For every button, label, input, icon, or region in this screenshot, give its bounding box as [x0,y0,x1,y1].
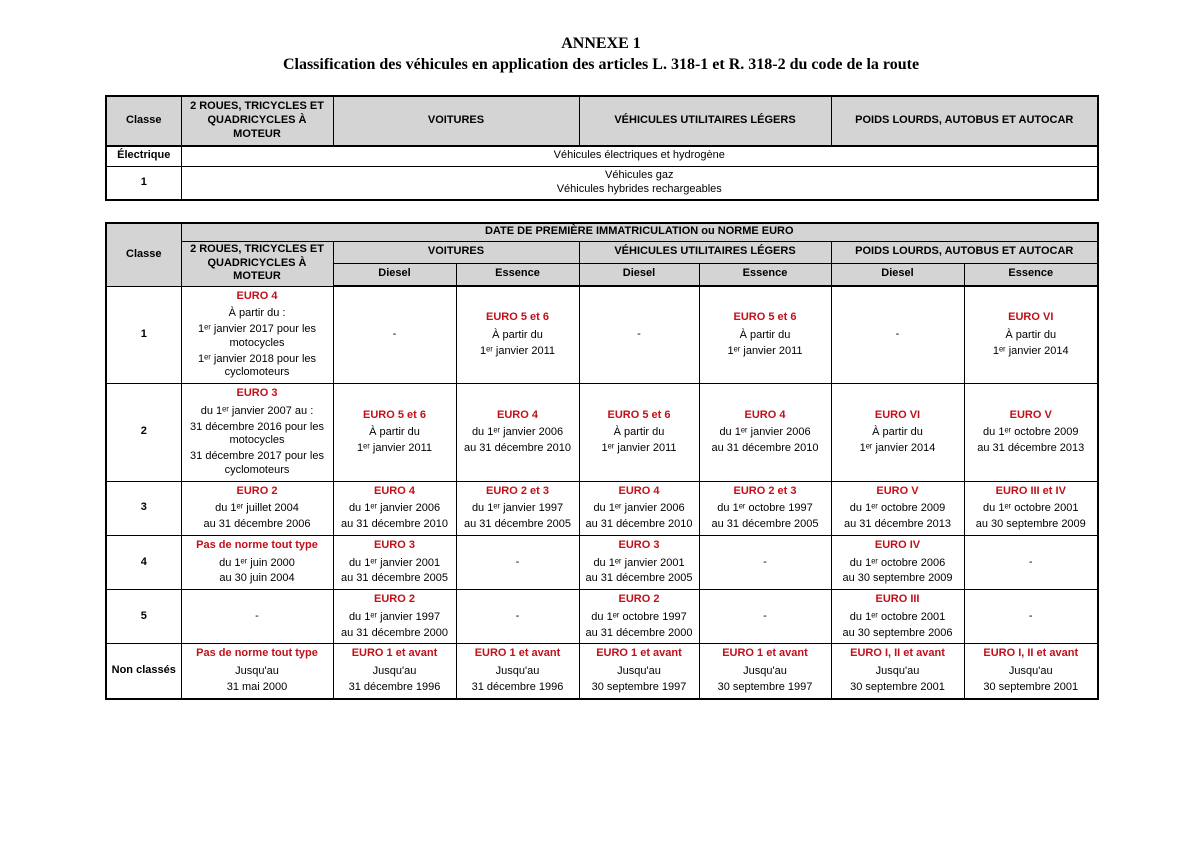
euro-norm-classification-table [105,222,1099,700]
date-line: 1ᵉʳ janvier 2011 [356,442,432,455]
date-line: au 31 décembre 2005 [340,572,449,585]
empty-cell: - [699,535,831,589]
cell-line: Véhicules gaz [605,168,674,181]
euro-norm-label: EURO 4 [744,408,786,421]
table-row-electrique [106,146,1098,166]
col-header-voitures: VOITURES [333,241,579,263]
date-line: du 1ᵉʳ juillet 2004 [215,502,299,515]
norm-cell [333,535,456,589]
date-line: 31 décembre 2017 pour les cyclomoteurs [190,450,324,476]
euro-norm-label: EURO 4 [374,484,415,497]
table-row [106,384,1098,482]
norm-cell [456,644,579,699]
date-line: du 1ᵉʳ octobre 2009 [849,502,946,515]
date-line: au 30 septembre 2009 [842,572,953,585]
row-label-classe: 4 [106,535,181,589]
col-header-diesel: Diesel [579,263,699,286]
cell-line: Véhicules électriques et hydrogène [553,149,725,162]
norm-cell [333,481,456,535]
date-line: au 31 décembre 2006 [203,518,311,530]
table2-header-row-groups [106,241,1098,263]
euro-norm-label: EURO VI [874,408,921,421]
empty-cell: - [579,286,699,384]
col-header-classe: Classe [106,96,181,146]
row-label-classe: 3 [106,481,181,535]
title-block [0,34,1202,76]
date-line: au 30 juin 2004 [219,572,295,585]
date-line: au 31 décembre 2010 [340,518,449,530]
col-header-2roues: 2 ROUES, TRICYCLES ET QUADRICYCLES À MOTEUR [181,241,333,286]
norm-cell [456,286,579,384]
euro-norm-label: EURO IV [874,538,921,551]
euro-norm-label: EURO 1 et avant [351,647,438,660]
norm-cell [831,481,964,535]
euro-norm-label: EURO VI [1008,311,1054,324]
norm-cell [831,535,964,589]
date-line: du 1ᵉʳ octobre 1997 [591,610,687,623]
col-header-date-immatriculation: DATE DE PREMIÈRE IMMATRICULATION ou NORME EURO [181,223,1098,241]
norm-cell [579,481,699,535]
norm-cell [181,481,333,535]
euro-norm-label: EURO III et IV [995,484,1066,497]
norm-cell [831,384,964,482]
table2-header-row-date [106,223,1098,241]
date-line: Jusqu'au [372,665,417,677]
date-line: À partir du [369,426,420,439]
empty-cell: - [964,535,1098,589]
date-line: 1ᵉʳ janvier 2017 pour les motocycles [197,323,317,349]
date-line: À partir du [872,426,923,439]
date-line: au 31 décembre 2013 [843,518,952,530]
date-line: du 1ᵉʳ octobre 2006 [849,556,946,569]
date-line: au 31 décembre 2010 [711,442,819,455]
date-line: 1ᵉʳ janvier 2014 [859,442,936,455]
euro-norm-label: EURO I, II et avant [983,647,1079,660]
norm-cell [699,481,831,535]
euro-norm-label: EURO 4 [618,484,660,497]
date-line: du 1ᵉʳ janvier 2007 au : [200,404,314,417]
euro-norm-label: EURO 3 [618,538,660,551]
col-header-poids-lourds: POIDS LOURDS, AUTOBUS ET AUTOCAR [831,96,1098,146]
euro-norm-label: EURO V [876,484,919,497]
table-row [106,481,1098,535]
norm-cell [831,644,964,699]
norm-cell [456,481,579,535]
col-header-essence: Essence [964,263,1098,286]
norm-cell [579,590,699,644]
euro-norm-label: EURO 1 et avant [474,647,561,660]
date-line: À partir du [1005,329,1057,342]
euro-norm-label: EURO 2 [374,593,415,605]
euro-norm-label: EURO 4 [236,289,278,302]
euro-norm-label: EURO 5 et 6 [363,408,426,421]
date-line: du 1ᵉʳ janvier 2006 [348,502,441,515]
empty-cell: - [964,590,1098,644]
date-line: du 1ᵉʳ juin 2000 [219,556,295,569]
date-line: 30 septembre 2001 [850,680,945,693]
norm-cell [964,286,1098,384]
col-header-classe: Classe [106,223,181,286]
norm-cell [181,384,333,482]
empty-cell: - [456,535,579,589]
col-header-diesel: Diesel [831,263,964,286]
euro-norm-label: EURO 5 et 6 [607,408,671,421]
col-header-essence: Essence [699,263,831,286]
euro-norm-label: EURO 5 et 6 [486,311,549,324]
date-line: 1ᵉʳ janvier 2018 pour les cyclomoteurs [197,352,317,379]
col-header-essence: Essence [456,263,579,286]
norm-cell [699,644,831,699]
empty-cell: - [456,590,579,644]
date-line: du 1ᵉʳ octobre 2001 [849,610,946,623]
empty-cell: - [181,590,333,644]
euro-norm-label: EURO 3 [374,538,415,551]
empty-cell: - [699,590,831,644]
date-line: 31 décembre 1996 [471,680,564,693]
date-line: Jusqu'au [875,665,920,677]
date-line: Jusqu'au [743,665,787,677]
date-line: au 31 décembre 2000 [340,626,449,639]
date-line: du 1ᵉʳ janvier 2006 [593,502,685,515]
date-line: du 1ᵉʳ janvier 2001 [593,556,685,569]
date-line: 31 décembre 2016 pour les motocycles [190,420,324,447]
euro-norm-label: EURO 4 [497,408,538,421]
date-line: 30 septembre 1997 [591,680,687,693]
row-content-cell [181,146,1098,166]
euro-norm-label: EURO 2 [236,484,278,497]
date-line: À partir du [613,426,665,439]
row-label-classe: Électrique [106,146,181,166]
row-label-classe: 1 [106,286,181,384]
date-line: du 1ᵉʳ janvier 2006 [719,426,811,439]
table-row [106,644,1098,699]
norm-cell [333,384,456,482]
date-line: 31 mai 2000 [226,680,288,693]
date-line: au 31 décembre 2010 [585,518,693,530]
date-line: du 1ᵉʳ octobre 2001 [983,502,1079,515]
norm-cell [181,286,333,384]
norm-cell [831,590,964,644]
row-label-classe: 2 [106,384,181,482]
norm-cell [699,286,831,384]
norm-cell [699,384,831,482]
date-line: au 31 décembre 2005 [585,572,693,585]
euro-norm-label: EURO 2 et 3 [733,484,797,497]
col-header-diesel: Diesel [333,263,456,286]
date-line: 30 septembre 1997 [717,680,813,693]
euro-norm-label: Pas de norme tout type [196,538,318,551]
date-line: du 1ᵉʳ octobre 2009 [983,426,1079,439]
date-line: au 30 septembre 2006 [842,626,953,639]
cell-line: Véhicules hybrides rechargeables [556,183,722,196]
date-line: du 1ᵉʳ janvier 2001 [348,556,441,569]
date-line: du 1ᵉʳ janvier 1997 [348,610,441,623]
col-header-vul: VÉHICULES UTILITAIRES LÉGERS [579,96,831,146]
norm-cell [333,644,456,699]
date-line: 1ᵉʳ janvier 2014 [992,344,1069,357]
norm-cell [456,384,579,482]
date-line: du 1ᵉʳ octobre 1997 [717,502,813,515]
date-line: au 31 décembre 2010 [463,442,572,455]
euro-norm-label: EURO 5 et 6 [733,311,797,324]
empty-cell: - [831,286,964,384]
date-line: Jusqu'au [495,665,540,677]
euro-norm-label: EURO 1 et avant [596,647,682,660]
date-line: Jusqu'au [235,665,279,677]
date-line: au 31 décembre 2000 [585,626,693,639]
row-label-classe: 5 [106,590,181,644]
euro-norm-label: EURO I, II et avant [850,647,945,660]
date-line: au 30 septembre 2009 [975,518,1086,530]
date-line: 1ᵉʳ janvier 2011 [601,442,677,455]
table-row-classe-1 [106,166,1098,200]
euro-norm-label: EURO 3 [236,387,278,399]
vehicle-class-overview-table [105,95,1099,201]
row-content-cell [181,166,1098,200]
table-row [106,535,1098,589]
table1-header-row [106,96,1098,146]
date-line: 1ᵉʳ janvier 2011 [479,344,555,357]
norm-cell [181,535,333,589]
date-line: À partir du [739,329,791,342]
norm-cell [964,644,1098,699]
date-line: À partir du : [228,307,286,320]
date-line: À partir du [492,329,543,342]
col-header-poids-lourds: POIDS LOURDS, AUTOBUS ET AUTOCAR [831,241,1098,263]
empty-cell: - [333,286,456,384]
norm-cell [181,644,333,699]
norm-cell [333,590,456,644]
date-line: 31 décembre 1996 [348,680,441,693]
date-line: du 1ᵉʳ janvier 1997 [471,502,564,515]
col-header-vul: VÉHICULES UTILITAIRES LÉGERS [579,241,831,263]
euro-norm-label: EURO III [875,593,920,605]
date-line: au 31 décembre 2005 [711,518,819,530]
euro-norm-label: EURO 2 [618,593,660,605]
euro-norm-label: EURO 2 et 3 [486,484,549,497]
euro-norm-label: Pas de norme tout type [196,647,318,660]
row-label-classe: 1 [106,166,181,200]
euro-norm-label: EURO V [1009,408,1052,421]
col-header-voitures: VOITURES [333,96,579,146]
table-row [106,286,1098,384]
date-line: Jusqu'au [1008,665,1053,677]
norm-cell [579,644,699,699]
row-label-classe: Non classés [106,644,181,699]
table-row [106,590,1098,644]
col-header-2roues: 2 ROUES, TRICYCLES ET QUADRICYCLES À MOTEUR [181,96,333,146]
annex-title: ANNEXE 1 [561,35,641,52]
date-line: au 31 décembre 2013 [977,442,1085,455]
norm-cell [964,481,1098,535]
norm-cell [964,384,1098,482]
date-line: au 31 décembre 2005 [463,518,572,530]
date-line: du 1ᵉʳ janvier 2006 [471,426,564,439]
document-title: Classification des véhicules en application des articles L. 318-1 et R. 318-2 du code de la route [282,56,920,73]
date-line: 1ᵉʳ janvier 2011 [727,344,803,357]
euro-norm-label: EURO 1 et avant [722,647,808,660]
date-line: Jusqu'au [617,665,661,677]
norm-cell [579,384,699,482]
date-line: 30 septembre 2001 [983,680,1079,693]
norm-cell [579,535,699,589]
